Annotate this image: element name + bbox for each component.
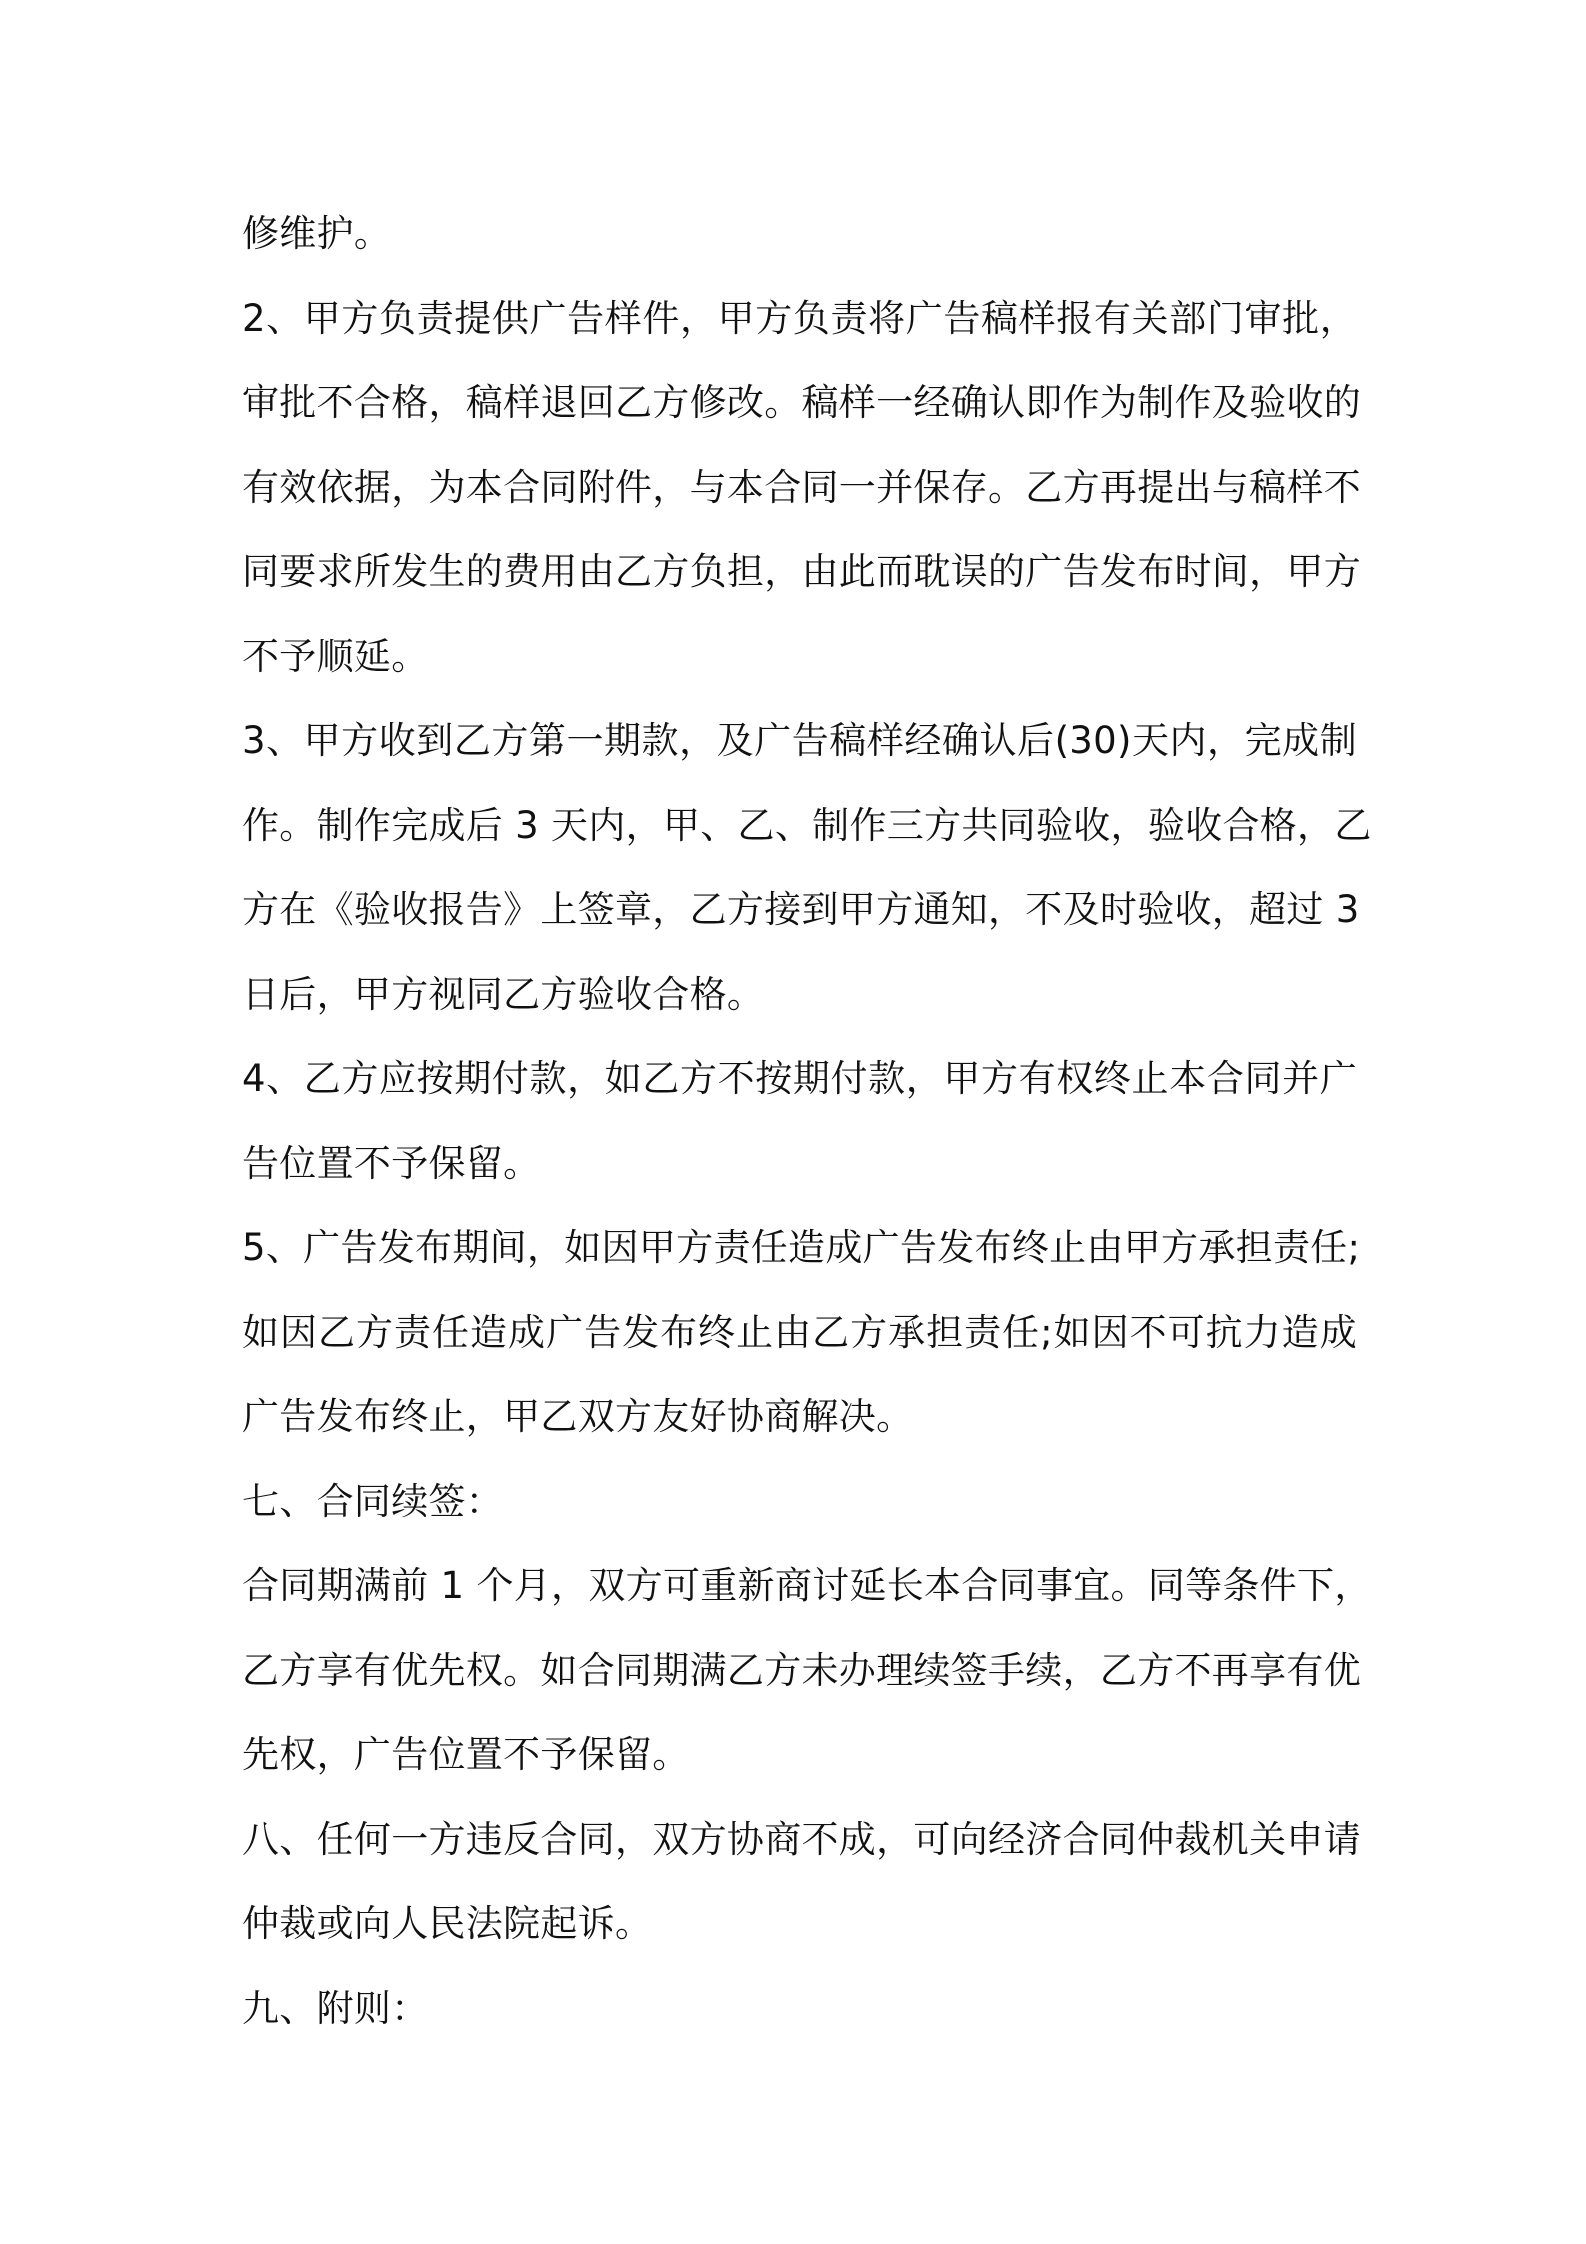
document-body — [242, 192, 1372, 2051]
text-line: 不予顺延。 — [242, 634, 429, 678]
text-line: 有效依据，为本合同附件，与本合同一并保存。乙方再提出与稿样不 — [242, 465, 1361, 509]
text-line: 广告发布终止，甲乙双方友好协商解决。 — [242, 1395, 914, 1438]
text-line: 如因乙方责任造成广告发布终止由乙方承担责任;如因不可抗力造成 — [242, 1310, 1357, 1354]
section-heading: 七、合同续签： — [242, 1479, 504, 1523]
text-line: 方在《验收报告》上签章，乙方接到甲方通知，不及时验收，超过 3 — [242, 888, 1360, 931]
text-line: 修维护。 — [242, 212, 392, 255]
text-line: 4、乙方应按期付款，如乙方不按期付款，甲方有权终止本合同并广 — [242, 1057, 1357, 1100]
text-line: 2、甲方负责提供广告样件，甲方负责将广告稿样报有关部门审批， — [242, 296, 1357, 340]
text-line: 5、广告发布期间，如因甲方责任造成广告发布终止由甲方承担责任; — [242, 1226, 1361, 1269]
text-line: 乙方享有优先权。如合同期满乙方未办理续签手续，乙方不再享有优 — [242, 1648, 1361, 1692]
text-line: 八、任何一方违反合同，双方协商不成，可向经济合同仲裁机关申请 — [242, 1817, 1361, 1861]
text-line: 同要求所发生的费用由乙方负担，由此而耽误的广告发布时间，甲方 — [242, 550, 1361, 593]
section-heading: 九、附则： — [242, 1986, 429, 2030]
text-line: 3、甲方收到乙方第一期款，及广告稿样经确认后(30)天内，完成制 — [242, 719, 1357, 762]
text-line: 作。制作完成后 3 天内，甲、乙、制作三方共同验收，验收合格，乙 — [242, 803, 1372, 847]
text-line: 告位置不予保留。 — [242, 1141, 541, 1185]
text-line: 先权，广告位置不予保留。 — [242, 1733, 690, 1776]
text-line: 合同期满前 1 个月，双方可重新商讨延长本合同事宜。同等条件下， — [242, 1564, 1372, 1607]
text-line: 日后，甲方视同乙方验收合格。 — [242, 972, 765, 1016]
text-line: 仲裁或向人民法院起诉。 — [242, 1902, 653, 1945]
text-line: 审批不合格，稿样退回乙方修改。稿样一经确认即作为制作及验收的 — [242, 381, 1361, 424]
